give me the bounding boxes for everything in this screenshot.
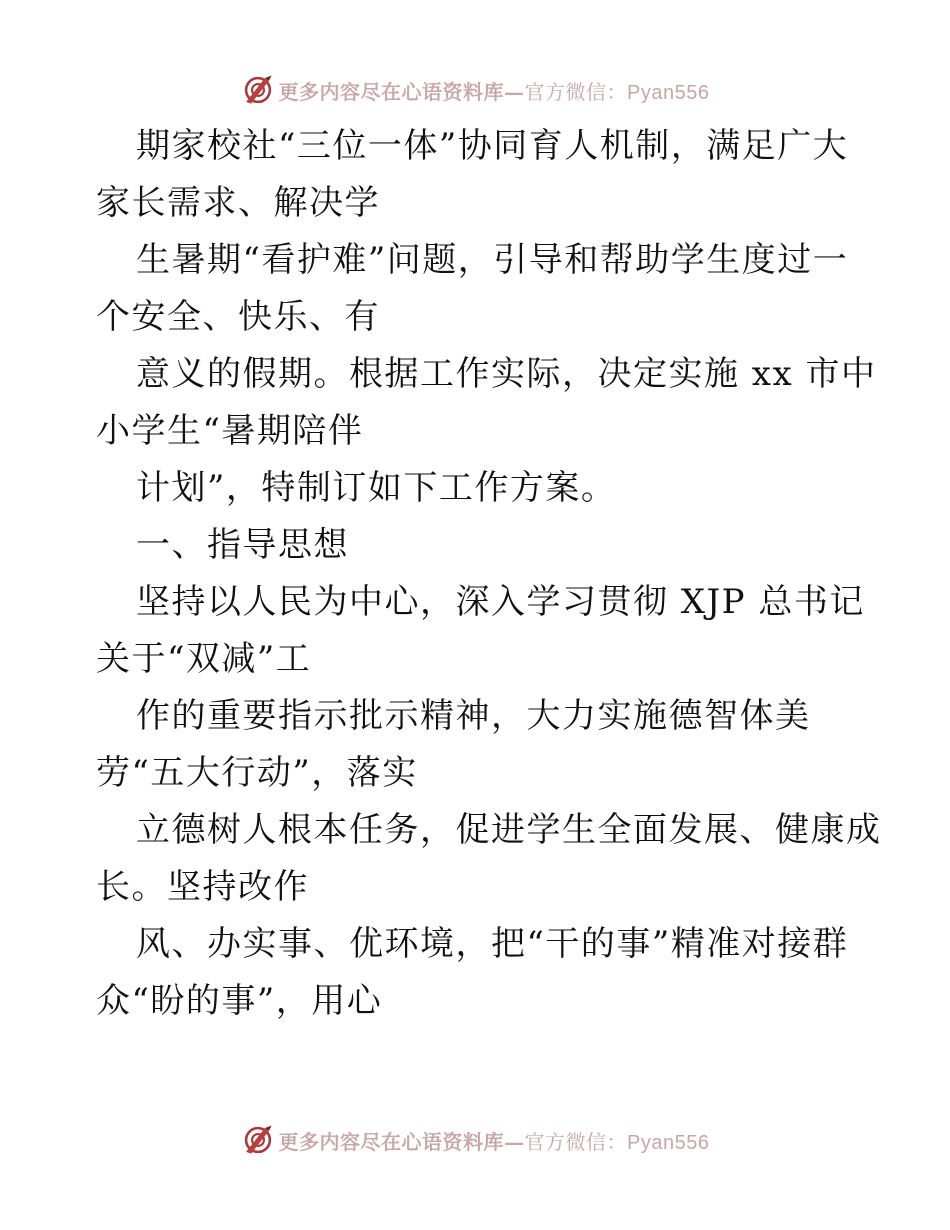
paragraph-line: 坚持以人民为中心，深入学习贯彻 XJP 总书记 bbox=[136, 582, 865, 622]
paragraph-line: 作的重要指示批示精神，大力实施德智体美 bbox=[136, 696, 811, 736]
paragraph-line: 长。坚持改作 bbox=[96, 867, 309, 907]
paragraph bbox=[96, 232, 886, 346]
paragraph-line: 期家校社“三位一体”协同育人机制，满足广大 bbox=[136, 126, 849, 166]
banner-wechat-text: 官方微信：Pyan556 bbox=[524, 81, 710, 104]
paragraph bbox=[96, 346, 886, 460]
pen-logo-icon bbox=[241, 1123, 275, 1157]
paragraph bbox=[96, 802, 886, 916]
banner-wechat-text: 官方微信：Pyan556 bbox=[524, 1131, 710, 1154]
paragraph bbox=[96, 460, 886, 517]
banner-main-text: 更多内容尽在心语资料库 bbox=[278, 1129, 505, 1154]
document-body bbox=[96, 118, 886, 1030]
paragraph-line: 关于“双减”工 bbox=[96, 639, 312, 679]
header-banner bbox=[0, 68, 950, 112]
paragraph-line: 意义的假期。根据工作实际，决定实施 xx 市中 bbox=[136, 354, 877, 394]
section-heading bbox=[96, 517, 886, 574]
paragraph-line: 生暑期“看护难”问题，引导和帮助学生度过一 bbox=[136, 240, 849, 280]
paragraph bbox=[96, 574, 886, 688]
paragraph-line: 个安全、快乐、有 bbox=[96, 297, 380, 337]
paragraph bbox=[96, 118, 886, 232]
banner-dash: — bbox=[504, 79, 525, 104]
paragraph bbox=[96, 688, 886, 802]
banner-text bbox=[279, 76, 710, 105]
paragraph-line: 众“盼的事”，用心 bbox=[96, 981, 383, 1021]
paragraph-line: 家长需求、解决学 bbox=[96, 183, 380, 223]
paragraph-line: 计划”，特制订如下工作方案。 bbox=[136, 468, 617, 508]
section-heading-text: 一、指导思想 bbox=[136, 525, 349, 565]
footer-banner bbox=[0, 1118, 950, 1162]
paragraph-line: 立德树人根本任务，促进学生全面发展、健康成 bbox=[136, 810, 882, 850]
paragraph bbox=[96, 916, 886, 1030]
banner-main-text: 更多内容尽在心语资料库 bbox=[278, 79, 505, 104]
pen-logo-icon bbox=[241, 73, 275, 107]
paragraph-line: 风、办实事、优环境，把“干的事”精准对接群 bbox=[136, 924, 849, 964]
paragraph-line: 劳“五大行动”，落实 bbox=[96, 753, 418, 793]
banner-dash: — bbox=[504, 1129, 525, 1154]
paragraph-line: 小学生“暑期陪伴 bbox=[96, 411, 364, 451]
banner-text bbox=[279, 1126, 710, 1155]
